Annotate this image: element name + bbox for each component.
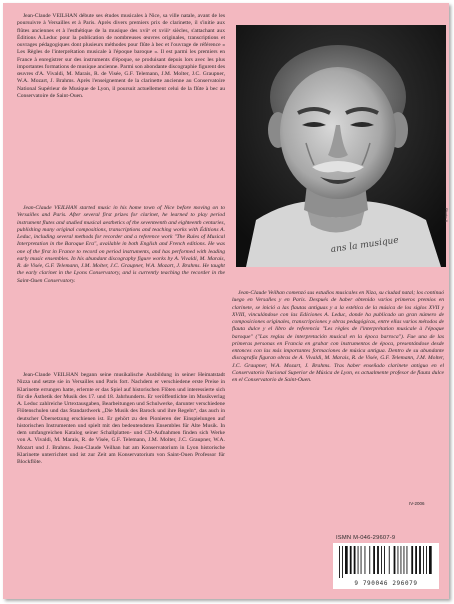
barcode-bar xyxy=(339,546,340,578)
barcode-bar xyxy=(381,546,382,574)
barcode-bars xyxy=(337,546,435,578)
barcode-bar xyxy=(411,546,413,574)
barcode-bar xyxy=(419,546,421,574)
french-biography: Jean-Claude VEILHAN débute ses études musicales à Nice, sa ville natale, avant de les poursuivre à Versailles et à Paris. Après divers premiers prix de clarinette, il s'initie aux flûtes anciennes et à l'esthétique de la musique des xviiᵉ et xviiiᵉ siècles, s'attachant aux Éditions A.Leduc pour la publication de nombreuses œuvres originales, transcriptions et ouvrages pédagogiques dont plusieurs méthodes pour flûte à bec et l'ouvrage de référence « Les Règles de l'interprétation musicale à l'époque baroque ». Il est parmi les premiers en France à enregistrer sur des instruments d'époque, se produisant depuis lors avec les plus importantes formations de musique ancienne. Parmi son abondante discographie figurent des œuvres d'A. Vivaldi, M. Marais, R. de Visée, G.F. Telemann, J.M. Molter, J.C. Graupner, W.A. Mozart, J. Brahms. Après l'enseignement de la clarinette ancienne au Conservatoire National Supérieur de Musique de Lyon, il poursuit actuellement celui de la flûte à bec au Conservatoire de Saint-Ouen. xyxy=(17,13,226,99)
shirt-print-text: ans la musique xyxy=(330,235,400,256)
barcode-bar xyxy=(426,546,427,574)
barcode-bar xyxy=(389,546,390,574)
barcode-bar xyxy=(429,546,432,574)
barcode-bar xyxy=(404,546,405,574)
barcode-bar xyxy=(423,546,424,574)
spanish-biography: Jean-Claude Veilhan comenzó sus estudios musicales en Niza, su ciudad natal; los continuó luego en Versalles y en Paris. Después de haber obtenido varios primeros premios en clarinete, se inició a las flautas antiguas y a la estética de la música de los siglos XVII y XVIII, vinculándose con las Ediciones A. Leduc, donde ha publicado un gran número de composiciones originales, transcripciones y obras pedagógicas, entre ellas varios métodos de flauta dulce y el libro de referencia "Les règles de l'interprétation musicale à l'époque baroque" ("Las reglas de interpretación musical en la época barroca"). Fue una de las primeras personas en Francia en grabar con instrumentos de época, presentándose desde entonces con las más importantes formaciones de música antigua. Dentro de su abundante discografía figuran obras de A. Vivaldi, M. Marais, R. de Visée, G.F. Telemann, J.M. Molter, J.C. Graupner, W.A. Mozart, J. Brahms. Tras haber enseñado clarinete antiguo en el Conservatorio Nacional Superior de Música de Lyon, es actualmente profesor de flauta dulce en el Conservatorio de Saint-Ouen. xyxy=(232,290,444,383)
barcode-bar xyxy=(342,546,343,578)
author-portrait-photo xyxy=(236,25,446,267)
barcode-bar xyxy=(398,546,399,574)
barcode-bar xyxy=(377,546,379,574)
barcode-bar xyxy=(415,546,417,574)
barcode-bar xyxy=(354,546,356,574)
photo-credit: Photo X xyxy=(444,208,449,223)
portrait-illustration xyxy=(236,25,446,267)
barcode-number: 9 790046 296079 xyxy=(354,580,418,587)
barcode-bar xyxy=(373,546,375,574)
german-biography: Jean-Claude VEILHAN begann seine musikalische Ausbildung in seiner Heimatstadt Nizza und setzte sie in Versailles und Paris fort. Nachdem er verschiedene erste Preise in Klarinette errungen hatte, erlernte er das Spiel auf historischen Flöten und interessierte sich für die Ästhetik der Musik des 17. und 18. Jahrhunderts. Er veröffentlichte im Musikverlag A. Leduc zahlreiche Urtextausgaben, Bearbeitungen und Schulwerke, darunter verschiedene Flötenschulen und das Standardwerk „Die Musik des Barock und ihre Regeln“, das auch in deutscher Übersetzung erschienen ist. Er gehört zu den Pionieren der Einspielungen auf historischen Instrumenten und spielt mit den bedeutendsten Ensembles für Alte Musik. In dem umfangreichen Katalog seiner Schallplatten- und CD-Aufnahmen finden sich Werke von A. Vivaldi, M. Marais, R. de Visée, G.F. Telemann, J.M. Molter, J.C. Graupner, W.A. Mozart und J. Brahms. Jean-Claude Veilhan hat am Konservatorium in Lyon historische Klarinette unterrichtet und ist zur Zeit am Konservatorium von Saint-Ouen Professor für Blockflöte. xyxy=(17,372,225,465)
ismn-label: ISMN M-046-29607-9 xyxy=(336,535,396,541)
barcode-bar xyxy=(350,546,352,574)
barcode-bar xyxy=(401,546,402,574)
english-biography: Jean-Claude VEILHAN started music in his home town of Nice before moving on to Versailles and Paris. After several first prizes for clarinet, he learned to play period instrument flutes and studied musical aesthetics of the seventeenth and eighteenth centuries, publishing many original compositions, transcriptions and teaching works with Éditions A. Leduc, including several methods for recorder and a reference work "The Rules of Musical Interpretation in the Baroque Era", available in both English and French editions. He was one of the first in France to record on period instruments, and has performed with leading early music ensembles. In his abundant discography figure works by A. Vivaldi, M. Marais, R. de Visée, G.F. Telemann, J.M. Molter, J.C. Graupner, W.A. Mozart, J. Brahms. He taught the early clarinet in the Lyons Conservatory, and is currently teaching the recorder in the Saint-Ouen Conservatory. xyxy=(17,205,225,284)
barcode-bar xyxy=(361,546,362,574)
edition-code: IV-2006 xyxy=(409,501,425,506)
barcode xyxy=(333,543,439,589)
barcode-bar xyxy=(358,546,359,574)
barcode-bar xyxy=(384,546,385,574)
barcode-bar xyxy=(394,546,396,574)
barcode-bar xyxy=(369,546,370,574)
barcode-bar xyxy=(345,546,348,574)
barcode-bar xyxy=(365,546,366,574)
back-cover xyxy=(3,3,449,599)
barcode-bar xyxy=(407,546,408,574)
